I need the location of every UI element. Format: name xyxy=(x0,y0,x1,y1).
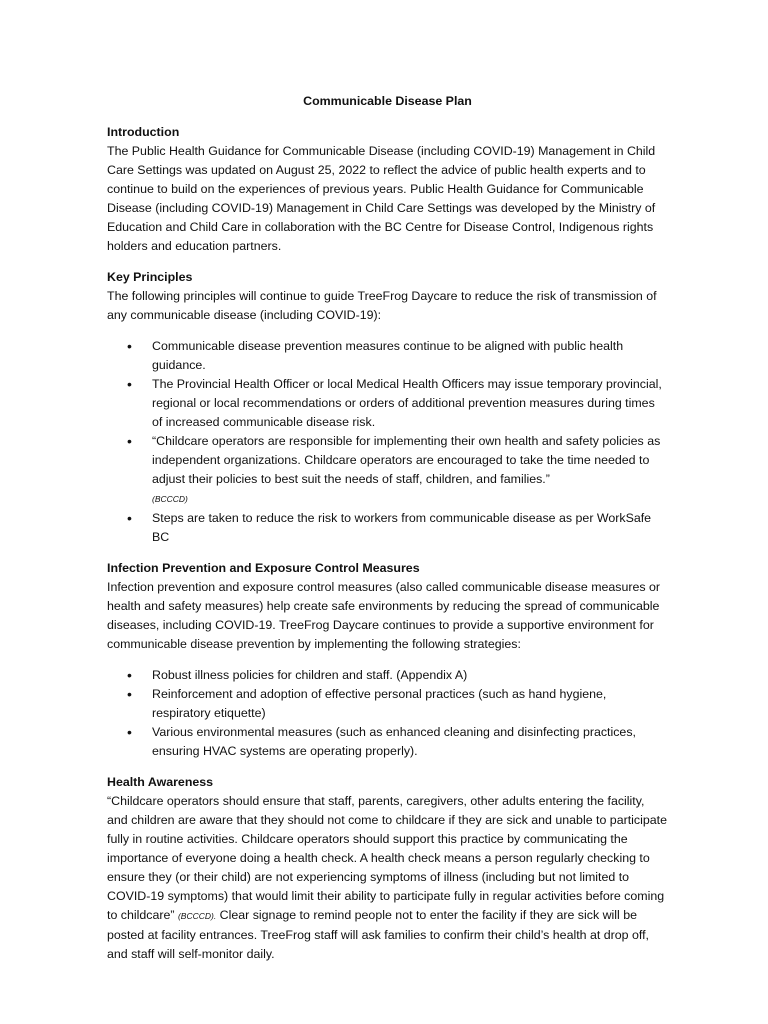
key-principles-section xyxy=(107,268,668,547)
list-item-text: Various environmental measures (such as enhanced cleaning and disinfecting practices, ensuring HVAC systems are operating properly). xyxy=(152,725,636,758)
introduction-text: The Public Health Guidance for Communicable Disease (including COVID-19) Management in Child Care Settings was updated on August 25, 2022 to reflect the advice of public health experts and to continue to build on the experiences of previous years. Public Health Guidance for Communicable Disease (including COVID-19) Management in Child Care Settings was developed by the Ministry of Education and Child Care in collaboration with the BC Centre for Disease Control, Indigenous rights holders and education partners. xyxy=(107,144,656,253)
infection-prevention-text: Infection prevention and exposure control measures (also called communicable disease measures or health and safety measures) help create safe environments by reducing the spread of communicable diseases, including COVID-19. TreeFrog Daycare continues to provide a supportive environment for communicable disease prevention by implementing the following strategies: xyxy=(107,580,661,651)
key-principles-text: The following principles will continue to guide TreeFrog Daycare to reduce the risk of transmission of any communicable disease (including COVID-19): xyxy=(107,289,657,322)
introduction-section xyxy=(107,123,668,256)
key-principles-heading: Key Principles xyxy=(107,270,193,284)
list-item-text: Reinforcement and adoption of effective personal practices (such as hand hygiene, respiratory etiquette) xyxy=(152,687,607,720)
infection-prevention-section xyxy=(107,559,668,761)
bullet-icon: • xyxy=(127,338,132,354)
list-item-text: Communicable disease prevention measures continue to be aligned with public health guidance. xyxy=(152,339,624,372)
citation: (BCCCD). xyxy=(177,911,217,921)
document-title: Communicable Disease Plan xyxy=(303,94,472,108)
health-awareness-section xyxy=(107,773,668,964)
list-item-text: “Childcare operators are responsible for implementing their own health and safety policies as independent organizations. Childcare operators are encouraged to take the time needed to adjust their policies to best suit the needs of staff, children, and families.” xyxy=(152,434,661,486)
key-principles-list xyxy=(107,337,668,547)
list-item-text: Steps are taken to reduce the risk to workers from communicable disease as per WorkSafe BC xyxy=(152,511,652,544)
list-item xyxy=(107,375,668,432)
bullet-icon: • xyxy=(127,376,132,392)
list-item-text: The Provincial Health Officer or local Medical Health Officers may issue temporary provincial, regional or local recommendations or orders of additional prevention measures during times of increased communicable disease risk. xyxy=(152,377,662,429)
infection-prevention-list xyxy=(107,666,668,761)
list-item xyxy=(107,509,668,547)
list-item xyxy=(107,432,668,509)
bullet-icon: • xyxy=(127,686,132,702)
list-item xyxy=(107,337,668,375)
bullet-icon: • xyxy=(127,667,132,683)
list-item-text: Robust illness policies for children and staff. (Appendix A) xyxy=(152,668,468,682)
infection-prevention-heading: Infection Prevention and Exposure Control Measures xyxy=(107,561,420,575)
health-awareness-followup: Clear signage to remind people not to enter the facility if they are sick will be posted at facility entrances. TreeFrog staff will ask families to confirm their child’s health at drop off, and staff will self-monitor daily. xyxy=(107,908,649,961)
bullet-icon: • xyxy=(127,510,132,526)
citation: (BCCCD) xyxy=(152,494,188,504)
list-item xyxy=(107,685,668,723)
list-item xyxy=(107,723,668,761)
health-awareness-quote: “Childcare operators should ensure that staff, parents, caregivers, other adults entering the facility, and children are aware that they should not come to childcare if they are sick and unable to participate fully in routine activities. Childcare operators should support this practice by communicating the importance of everyone doing a health check. A health check means a person regularly checking to ensure they (or their child) are not experiencing symptoms of illness (including but not limited to COVID-19 symptoms) that would limit their ability to participate fully in regular activities before coming to childcare” xyxy=(107,794,667,922)
health-awareness-heading: Health Awareness xyxy=(107,775,214,789)
list-item xyxy=(107,666,668,685)
bullet-icon: • xyxy=(127,433,132,449)
introduction-heading: Introduction xyxy=(107,125,180,139)
health-awareness-text xyxy=(107,792,668,964)
bullet-icon: • xyxy=(127,724,132,740)
